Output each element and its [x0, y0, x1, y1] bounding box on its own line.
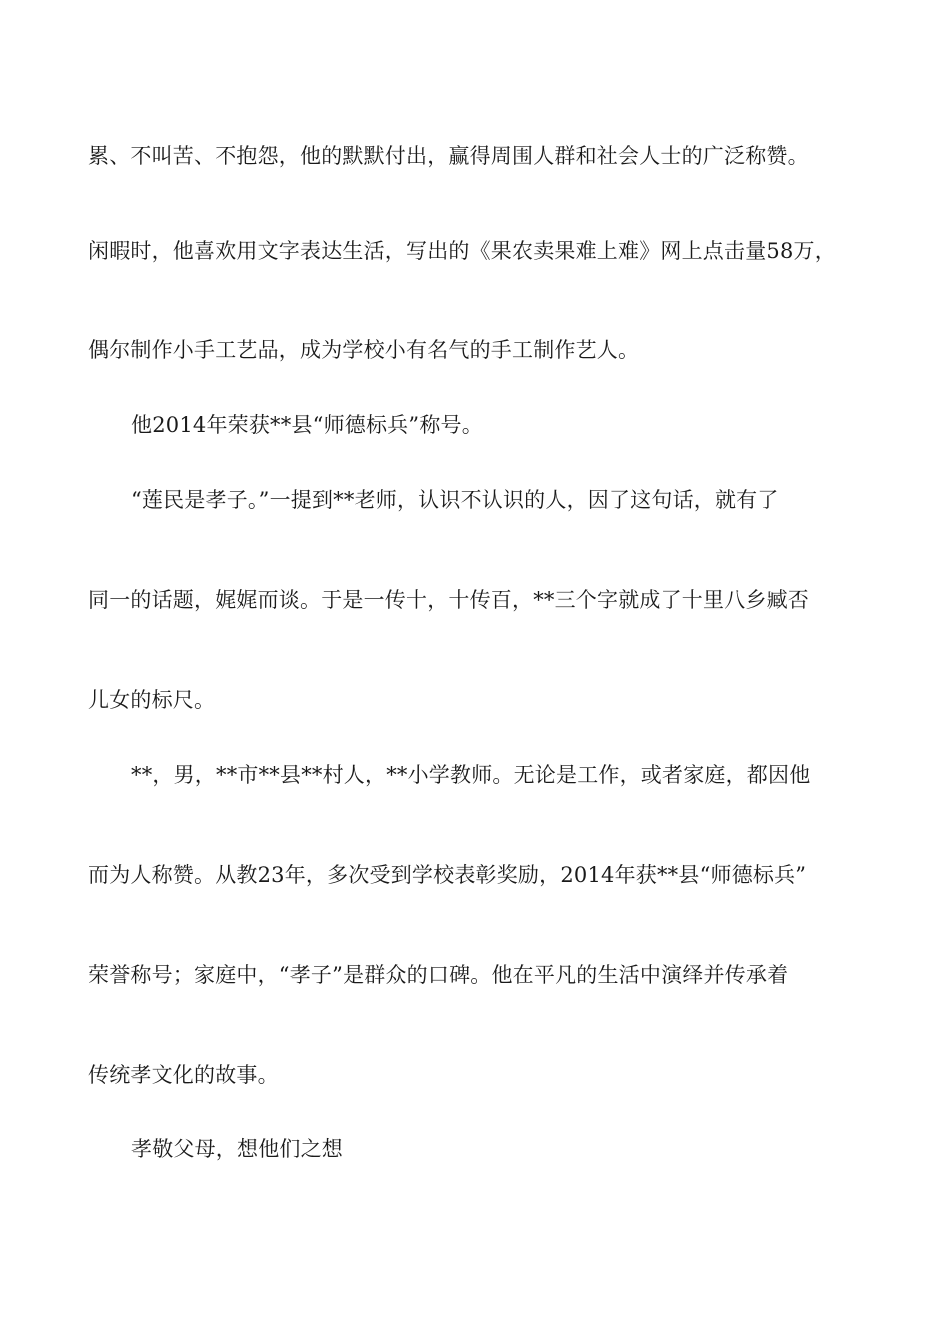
paragraph-line-7: 儿女的标尺。	[88, 688, 216, 712]
paragraph-line-3: 偶尔制作小手工艺品，成为学校小有名气的手工制作艺人。	[88, 338, 640, 362]
paragraph-line-11: 传统孝文化的故事。	[88, 1063, 279, 1087]
paragraph-line-6: 同一的话题，娓娓而谈。于是一传十，十传百，**三个字就成了十里八乡臧否	[88, 588, 809, 612]
paragraph-line-1: 累、不叫苦、不抱怨，他的默默付出，赢得周围人群和社会人士的广泛称赞。	[88, 144, 809, 168]
paragraph-line-4: 他2014年荣获**县“师德标兵”称号。	[131, 413, 483, 437]
section-heading: 孝敬父母，想他们之想	[131, 1137, 343, 1161]
paragraph-line-9: 而为人称赞。从教23年，多次受到学校表彰奖励，2014年获**县“师德标兵”	[88, 863, 807, 887]
paragraph-line-2: 闲暇时，他喜欢用文字表达生活，写出的《果农卖果难上难》网上点击量58万，	[88, 239, 836, 263]
paragraph-line-5: “莲民是孝子。”一提到**老师，认识不认识的人，因了这句话，就有了	[131, 488, 779, 512]
paragraph-line-10: 荣誉称号；家庭中，“孝子”是群众的口碑。他在平凡的生活中演绎并传承着	[88, 963, 789, 987]
paragraph-line-8: **，男，**市**县**村人，**小学教师。无论是工作，或者家庭，都因他	[131, 763, 811, 787]
